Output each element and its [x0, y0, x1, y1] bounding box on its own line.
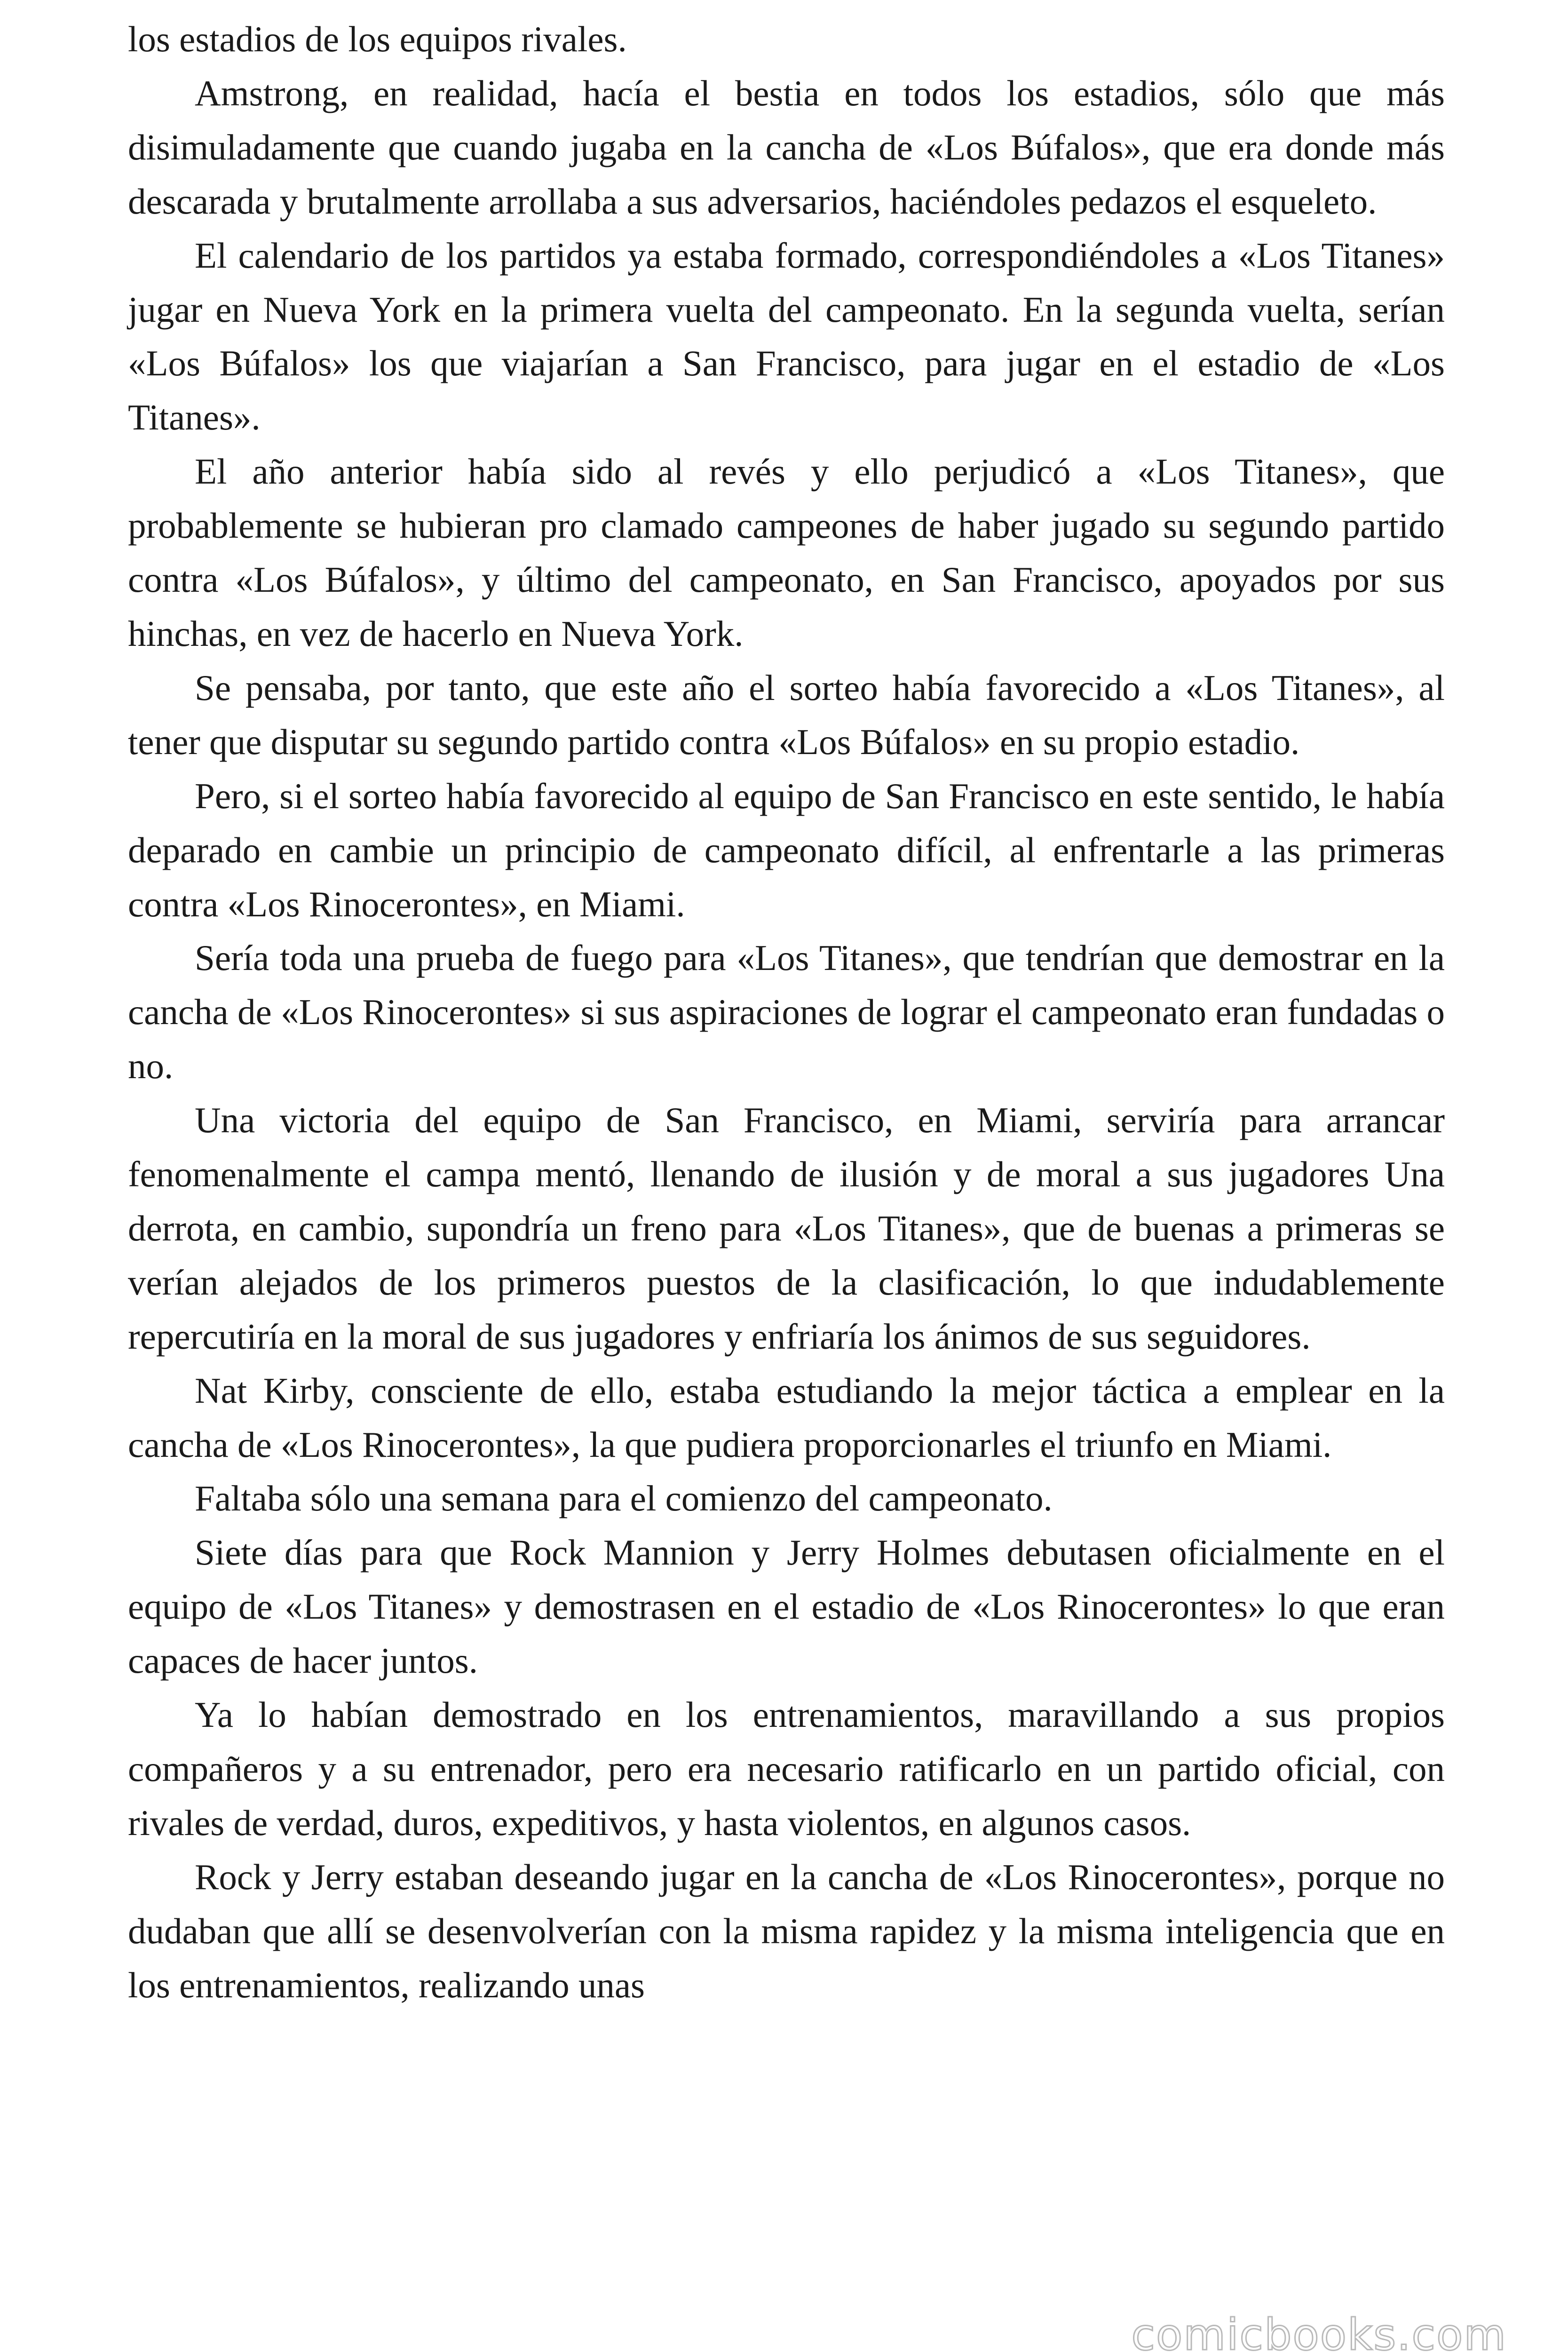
paragraph: Amstrong, en realidad, hacía el bestia en todos los estadios, sólo que más disimuladamente que cuando jugaba en la cancha de «Los Búfalos», que era donde más descarada y brutalmente arrollaba a sus adversarios, haciéndoles pedazos el esqueleto.: [128, 72, 1445, 222]
paragraph: Nat Kirby, consciente de ello, estaba estudiando la mejor táctica a emplear en la cancha de «Los Rinocerontes», la que pudiera proporcionarles el triunfo en Miami.: [128, 1370, 1445, 1465]
paragraph: Sería toda una prueba de fuego para «Los Titanes», que tendrían que demostrar en la cancha de «Los Rinocerontes» si sus aspiraciones de lograr el campeonato eran fundadas o no.: [128, 938, 1445, 1087]
watermark: comicbooks.com: [1131, 2310, 1507, 2352]
paragraph: Rock y Jerry estaban deseando jugar en la cancha de «Los Rinocerontes», porque no dudaban que allí se desenvolverían con la misma rapidez y la misma inteligencia que en los entrenamientos, realizando unas: [128, 1856, 1445, 2005]
paragraph: Pero, si el sorteo había favorecido al equipo de San Francisco en este sentido, le había deparado en cambie un principio de campeonato difícil, al enfrentarle a las primeras contra «Los Rinocerontes», en Miami.: [128, 775, 1445, 924]
paragraph: Siete días para que Rock Mannion y Jerry Holmes debutasen oficialmente en el equipo de «Los Titanes» y demostrasen en el estadio de «Los Rinocerontes» lo que eran capaces de hacer juntos.: [128, 1532, 1445, 1681]
body-text: [128, 12, 1445, 2012]
paragraph: Se pensaba, por tanto, que este año el sorteo había favorecido a «Los Titanes», al tener que disputar su segundo partido contra «Los Búfalos» en su propio estadio.: [128, 667, 1445, 762]
paragraph: los estadios de los equipos rivales.: [128, 19, 627, 59]
paragraph: El año anterior había sido al revés y ello perjudicó a «Los Titanes», que probablemente se hubieran pro clamado campeones de haber jugado su segundo partido contra «Los Búfalos», y último del campeonato, en San Francisco, apoyados por sus hinchas, en vez de hacerlo en Nueva York.: [128, 451, 1445, 654]
paragraph: Una victoria del equipo de San Francisco, en Miami, serviría para arrancar fenomenalmente el campa mentó, llenando de ilusión y de moral a sus jugadores Una derrota, en cambio, supondría un freno para «Los Titanes», que de buenas a primeras se verían alejados de los primeros puestos de la clasificación, lo que indudablemente repercutiría en la moral de sus jugadores y enfriaría los ánimos de sus seguidores.: [128, 1100, 1445, 1357]
paragraph: El calendario de los partidos ya estaba formado, correspondiéndoles a «Los Titanes» jugar en Nueva York en la primera vuelta del campeonato. En la segunda vuelta, serían «Los Búfalos» los que viajarían a San Francisco, para jugar en el estadio de «Los Titanes».: [128, 235, 1445, 438]
paragraph: Faltaba sólo una semana para el comienzo del campeonato.: [195, 1478, 1053, 1519]
paragraph: Ya lo habían demostrado en los entrenamientos, maravillando a sus propios compañeros y a su entrenador, pero era necesario ratificarlo en un partido oficial, con rivales de verdad, duros, expeditivos, y hasta violentos, en algunos casos.: [128, 1694, 1445, 1843]
